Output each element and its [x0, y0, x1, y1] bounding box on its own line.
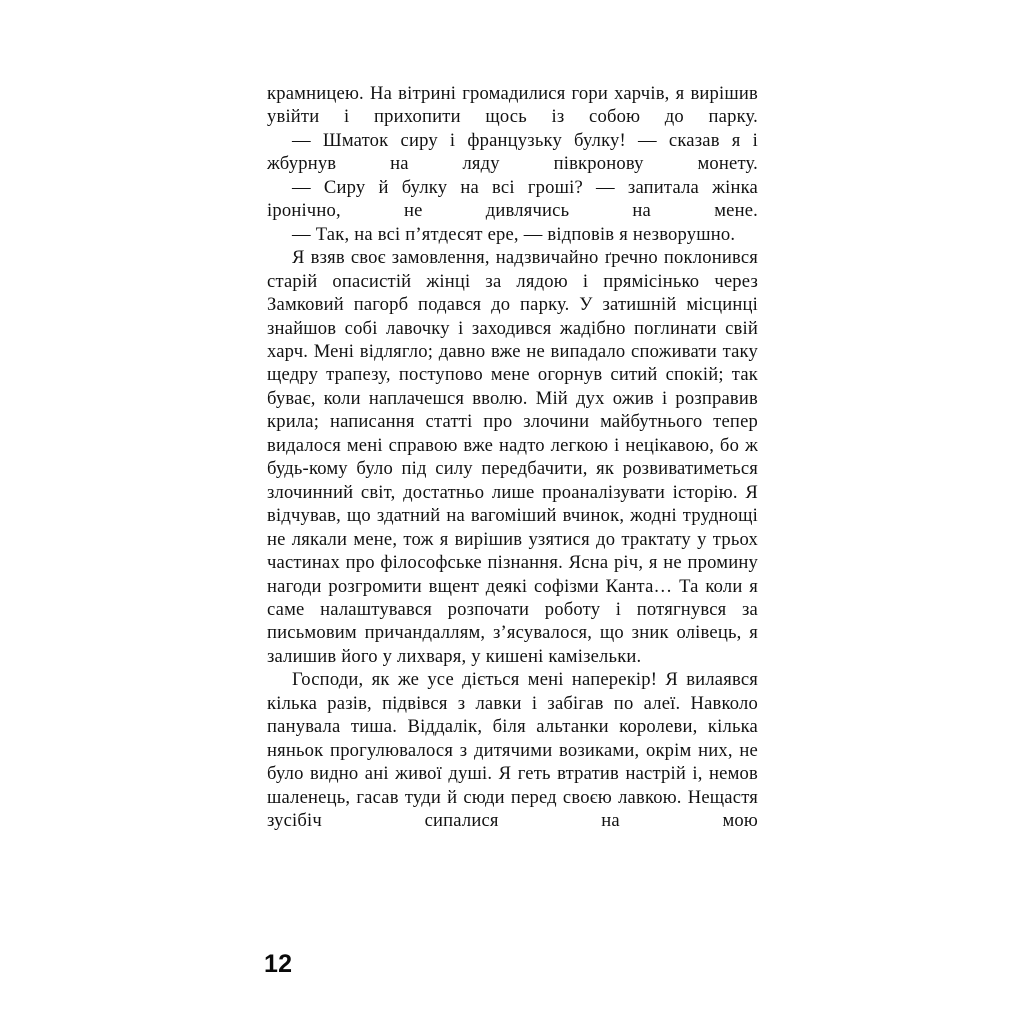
paragraph-continuation: крамницею. На вітрині громадилися гори харчів, я вирішив увійти і прихопити щось із собою до парку.	[267, 83, 758, 128]
page-number: 12	[264, 950, 293, 978]
paragraph-dialogue-shopkeeper-question: — Сиру й булку на всі гроші? — запитала жінка іронічно, не дивлячись на мене.	[267, 176, 758, 222]
paragraph-dialogue-reply: — Так, на всі п’ятдесят ере, — відповів я незворушно.	[292, 223, 736, 245]
body-text-column	[267, 82, 758, 833]
paragraph-park-narrative: Я взяв своє замовлення, надзвичайно ґречно поклонився старій опасистій жінці за лядою і прямісінько через Замковий пагорб подався до парку. У затишній місцинці знайшов собі лавочку і заходився жадібно поглинати свій харч. Мені відлягло; давно вже не випадало споживати таку щедру трапезу, поступово мене огорнув ситий спокій; так буває, коли наплачешся вволю. Мій дух ожив і розправив крила; написання статті про злочини майбутнього тепер видалося мені справою вже надто легкою і нецікавою, бо ж будь-кому було під силу передбачити, як розвиватиметься злочинний світ, достатньо лише проаналізувати історію. Я відчував, що здатний на вагоміший вчинок, жодні труднощі не лякали мене, тож я вирішив узятися до трактату у трьох частинах про філософське пізнання. Ясна річ, я не промину нагоди розгромити вщент деякі софізми Канта… Та коли я саме налаштувався розпочати роботу і потягнувся за письмовим причандаллям, з’ясувалося, що зник олівець, я залишив його у лихваря, у кишені камізельки.	[267, 247, 758, 667]
paragraph-dialogue-cheese-order: — Шматок сиру і французьку булку! — сказав я і жбурнув на ляду півкронову монету.	[267, 129, 758, 175]
paragraph-closing-page-break: Господи, як же усе діється мені наперекір! Я вилаявся кілька разів, підвівся з лавки і забігав по алеї. Навколо панувала тиша. Віддалік, біля альтанки королеви, кілька няньок прогулювалося з дитячими возиками, окрім них, не було видно ані живої душі. Я геть втратив настрій і, немов шаленець, гасав туди й сюди перед своєю лавкою. Нещастя зусібіч сипалися на мою	[267, 669, 758, 832]
